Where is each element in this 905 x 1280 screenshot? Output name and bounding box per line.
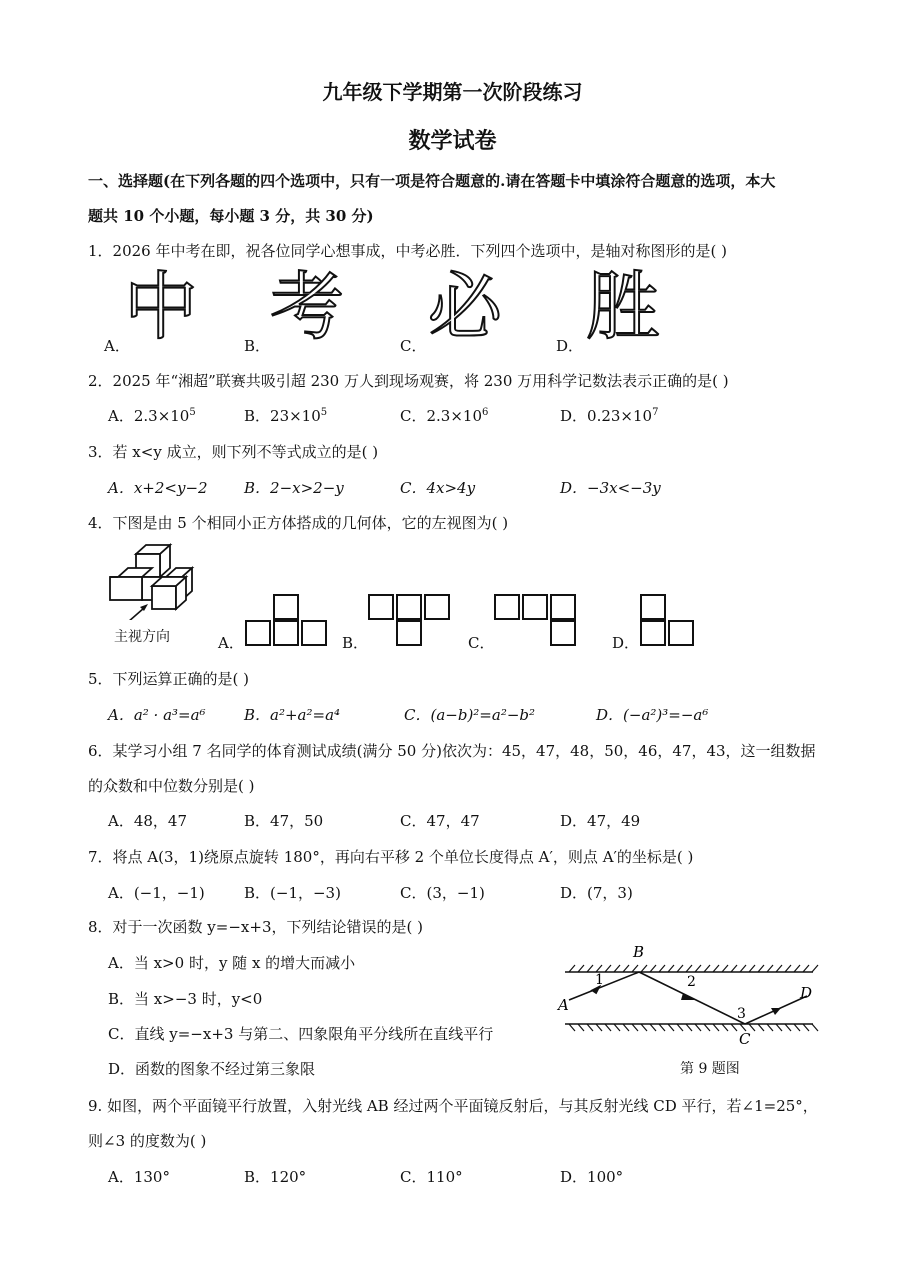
mirror-hatch-mark xyxy=(668,965,674,972)
q5-option-c: C．(a−b)²=a²−b² xyxy=(404,706,536,724)
q2-option-a: A．$2.3\times 10^5$ xyxy=(108,407,196,425)
q9-option-b: B．120° xyxy=(244,1168,307,1186)
mirror-hatch-mark xyxy=(614,965,620,972)
mirror-hatch-mark xyxy=(776,965,782,972)
q5-stem: 5．下列运算正确的是( ) xyxy=(88,670,250,688)
q7-option-c: C．(3，−1) xyxy=(400,884,485,902)
mirror-hatch-mark xyxy=(812,965,818,972)
q9-stem-line2: 则∠3 的度数为( ) xyxy=(88,1132,207,1150)
mirror-hatch-mark xyxy=(641,965,647,972)
mirror-hatch-mark xyxy=(713,1024,719,1031)
q4-label-c: C． xyxy=(468,634,495,652)
mirror-hatch-mark xyxy=(812,1024,818,1031)
q3-option-d: D．−3x<−3y xyxy=(560,479,661,497)
q9-angle-3: 3 xyxy=(737,1006,746,1022)
q3-option-b: B．2−x>2−y xyxy=(244,479,344,497)
q1-stem: 1．2026 年中考在即，祝各位同学心想事成，中考必胜．下列四个选项中，是轴对称图形的是( ) xyxy=(88,242,727,260)
mirror-hatch-mark xyxy=(596,965,602,972)
mirror-hatch-mark xyxy=(686,965,692,972)
q1-char-d: 胜 xyxy=(586,264,660,350)
q8-stem: 8．对于一次函数 y=−x+3，下列结论错误的是( ) xyxy=(88,918,423,936)
mirror-hatch-mark xyxy=(650,1024,656,1031)
q7-option-a: A．(−1，−1) xyxy=(108,884,205,902)
q9-point-a: A xyxy=(558,996,569,1014)
q6-option-d: D．47，49 xyxy=(560,812,641,830)
q6-option-b: B．47，50 xyxy=(244,812,324,830)
q2-option-d: D．$0.23\times 10^7$ xyxy=(560,407,659,425)
q2-stem: 2．2025 年“湘超”联赛共吸引超 230 万人到现场观赛，将 230 万用科学记数法表示正确的是( ) xyxy=(88,372,729,390)
q6-option-c: C．47，47 xyxy=(400,812,480,830)
mirror-hatch-mark xyxy=(587,965,593,972)
q1-label-a: A． xyxy=(104,337,130,355)
q9-option-a: A．130° xyxy=(108,1168,170,1186)
mirror-hatch-mark xyxy=(722,1024,728,1031)
mirror-hatch-mark xyxy=(749,965,755,972)
q4-view-direction-label: 主视方向 xyxy=(114,629,170,645)
q3-option-c: C．4x>4y xyxy=(400,479,476,497)
q9-option-d: D．100° xyxy=(560,1168,624,1186)
q4-label-a: A． xyxy=(218,634,244,652)
mirror-hatch-mark xyxy=(776,1024,782,1031)
mirror-hatch-mark xyxy=(578,1024,584,1031)
mirror-hatch-mark xyxy=(605,1024,611,1031)
mirror-hatch-mark xyxy=(803,965,809,972)
q4-option-a-view xyxy=(245,594,329,648)
mirror-hatch-mark xyxy=(605,965,611,972)
mirror-hatch-mark xyxy=(767,1024,773,1031)
mirror-hatch-mark xyxy=(794,965,800,972)
q9-point-c: C xyxy=(739,1030,751,1048)
q9-option-c: C．110° xyxy=(400,1168,463,1186)
q9-figure-caption: 第 9 题图 xyxy=(680,1061,740,1077)
q1-char-b: 考 xyxy=(270,264,344,350)
q9-angle-2: 2 xyxy=(687,974,696,990)
q4-stem: 4．下图是由 5 个相同小正方体搭成的几何体，它的左视图为( ) xyxy=(88,514,509,532)
mirror-hatch-mark xyxy=(650,965,656,972)
q6-stem-line2: 的众数和中位数分别是( ) xyxy=(88,777,255,795)
q5-option-d: D．(−a²)³=−a⁶ xyxy=(596,706,709,724)
mirror-hatch-mark xyxy=(632,965,638,972)
page-subtitle: 数学试卷 xyxy=(408,128,497,154)
mirror-hatch-mark xyxy=(614,1024,620,1031)
page-title: 九年级下学期第一次阶段练习 xyxy=(322,80,583,104)
mirror-hatch-mark xyxy=(623,965,629,972)
mirror-hatch-mark xyxy=(785,1024,791,1031)
q2-option-b: B．$23\times 10^5$ xyxy=(244,407,328,425)
q2-option-c: C．$2.3\times 10^6$ xyxy=(400,407,489,425)
mirror-hatch-mark xyxy=(713,965,719,972)
q4-solid-figure xyxy=(100,540,200,620)
section-instruction-line1: 一、选择题(在下列各题的四个选项中，只有一项是符合题意的.请在答题卡中填涂符合题意的选项，本大 xyxy=(88,172,776,190)
q7-stem: 7．将点 A(3，1)绕原点旋转 180°，再向右平移 2 个单位长度得点 A′，则点 A′的坐标是( ) xyxy=(88,848,694,866)
q8-option-b: B．当 x>−3 时，y<0 xyxy=(108,990,263,1008)
mirror-hatch-mark xyxy=(731,965,737,972)
q4-label-d: D． xyxy=(612,634,640,652)
mirror-hatch-mark xyxy=(695,1024,701,1031)
mirror-hatch-mark xyxy=(587,1024,593,1031)
mirror-hatch-mark xyxy=(803,1024,809,1031)
mirror-hatch-mark xyxy=(668,1024,674,1031)
q9-stem-line1: 9. 如图，两个平面镜平行放置，入射光线 AB 经过两个平面镜反射后，与其反射光线 CD 平行，若∠1=25°， xyxy=(88,1097,818,1115)
q6-stem-line1: 6．某学习小组 7 名同学的体育测试成绩(满分 50 分)依次为：45，47，48，50，46，47，43，这一组数据 xyxy=(88,742,816,760)
mirror-hatch-mark xyxy=(569,1024,575,1031)
mirror-hatch-mark xyxy=(659,1024,665,1031)
q8-option-c: C．直线 y=−x+3 与第二、四象限角平分线所在直线平行 xyxy=(108,1025,494,1043)
mirror-hatch-mark xyxy=(578,965,584,972)
mirror-hatch-mark xyxy=(767,965,773,972)
mirror-hatch-mark xyxy=(704,965,710,972)
mirror-hatch-mark xyxy=(794,1024,800,1031)
q1-label-b: B． xyxy=(244,337,271,355)
mirror-hatch-mark xyxy=(731,1024,737,1031)
q1-label-c: C． xyxy=(400,337,427,355)
mirror-hatch-mark xyxy=(740,965,746,972)
q3-option-a: A．x+2<y−2 xyxy=(108,479,208,497)
mirror-hatch-mark xyxy=(641,1024,647,1031)
section-instruction-line2: 题共 10 个小题，每小题 3 分，共 30 分) xyxy=(88,207,374,225)
q4-option-d-view xyxy=(640,594,698,648)
q1-label-d: D． xyxy=(556,337,584,355)
q8-option-d: D．函数的图象不经过第三象限 xyxy=(108,1060,316,1078)
q4-label-b: B． xyxy=(342,634,369,652)
mirror-hatch-mark xyxy=(704,1024,710,1031)
mirror-hatch-mark xyxy=(695,965,701,972)
q1-char-c: 必 xyxy=(428,264,502,350)
mirror-hatch-mark xyxy=(623,1024,629,1031)
mirror-hatch-mark xyxy=(722,965,728,972)
q1-char-a: 中 xyxy=(124,264,198,350)
q9-angle-1: 1 xyxy=(595,972,604,988)
mirror-hatch-mark xyxy=(569,965,575,972)
q9-point-d: D xyxy=(800,984,813,1002)
q6-option-a: A．48，47 xyxy=(108,812,188,830)
q3-stem: 3．若 x<y 成立，则下列不等式成立的是( ) xyxy=(88,443,379,461)
mirror-hatch-mark xyxy=(758,1024,764,1031)
q7-option-d: D．(7，3) xyxy=(560,884,633,902)
q5-option-b: B．a²+a²=a⁴ xyxy=(244,706,341,724)
mirror-hatch-mark xyxy=(596,1024,602,1031)
mirror-hatch-mark xyxy=(659,965,665,972)
q9-mirror-figure xyxy=(555,940,825,1050)
mirror-hatch-mark xyxy=(686,1024,692,1031)
mirror-hatch-mark xyxy=(677,965,683,972)
q5-option-a: A．a² · a³=a⁶ xyxy=(108,706,206,724)
mirror-hatch-mark xyxy=(758,965,764,972)
mirror-hatch-mark xyxy=(785,965,791,972)
q9-point-b: B xyxy=(633,943,645,961)
q4-option-b-view xyxy=(368,594,452,648)
q4-option-c-view xyxy=(494,594,578,648)
q8-option-a: A．当 x>0 时，y 随 x 的增大而减小 xyxy=(108,954,356,972)
mirror-hatch-mark xyxy=(632,1024,638,1031)
q7-option-b: B．(−1，−3) xyxy=(244,884,341,902)
mirror-hatch-mark xyxy=(677,1024,683,1031)
